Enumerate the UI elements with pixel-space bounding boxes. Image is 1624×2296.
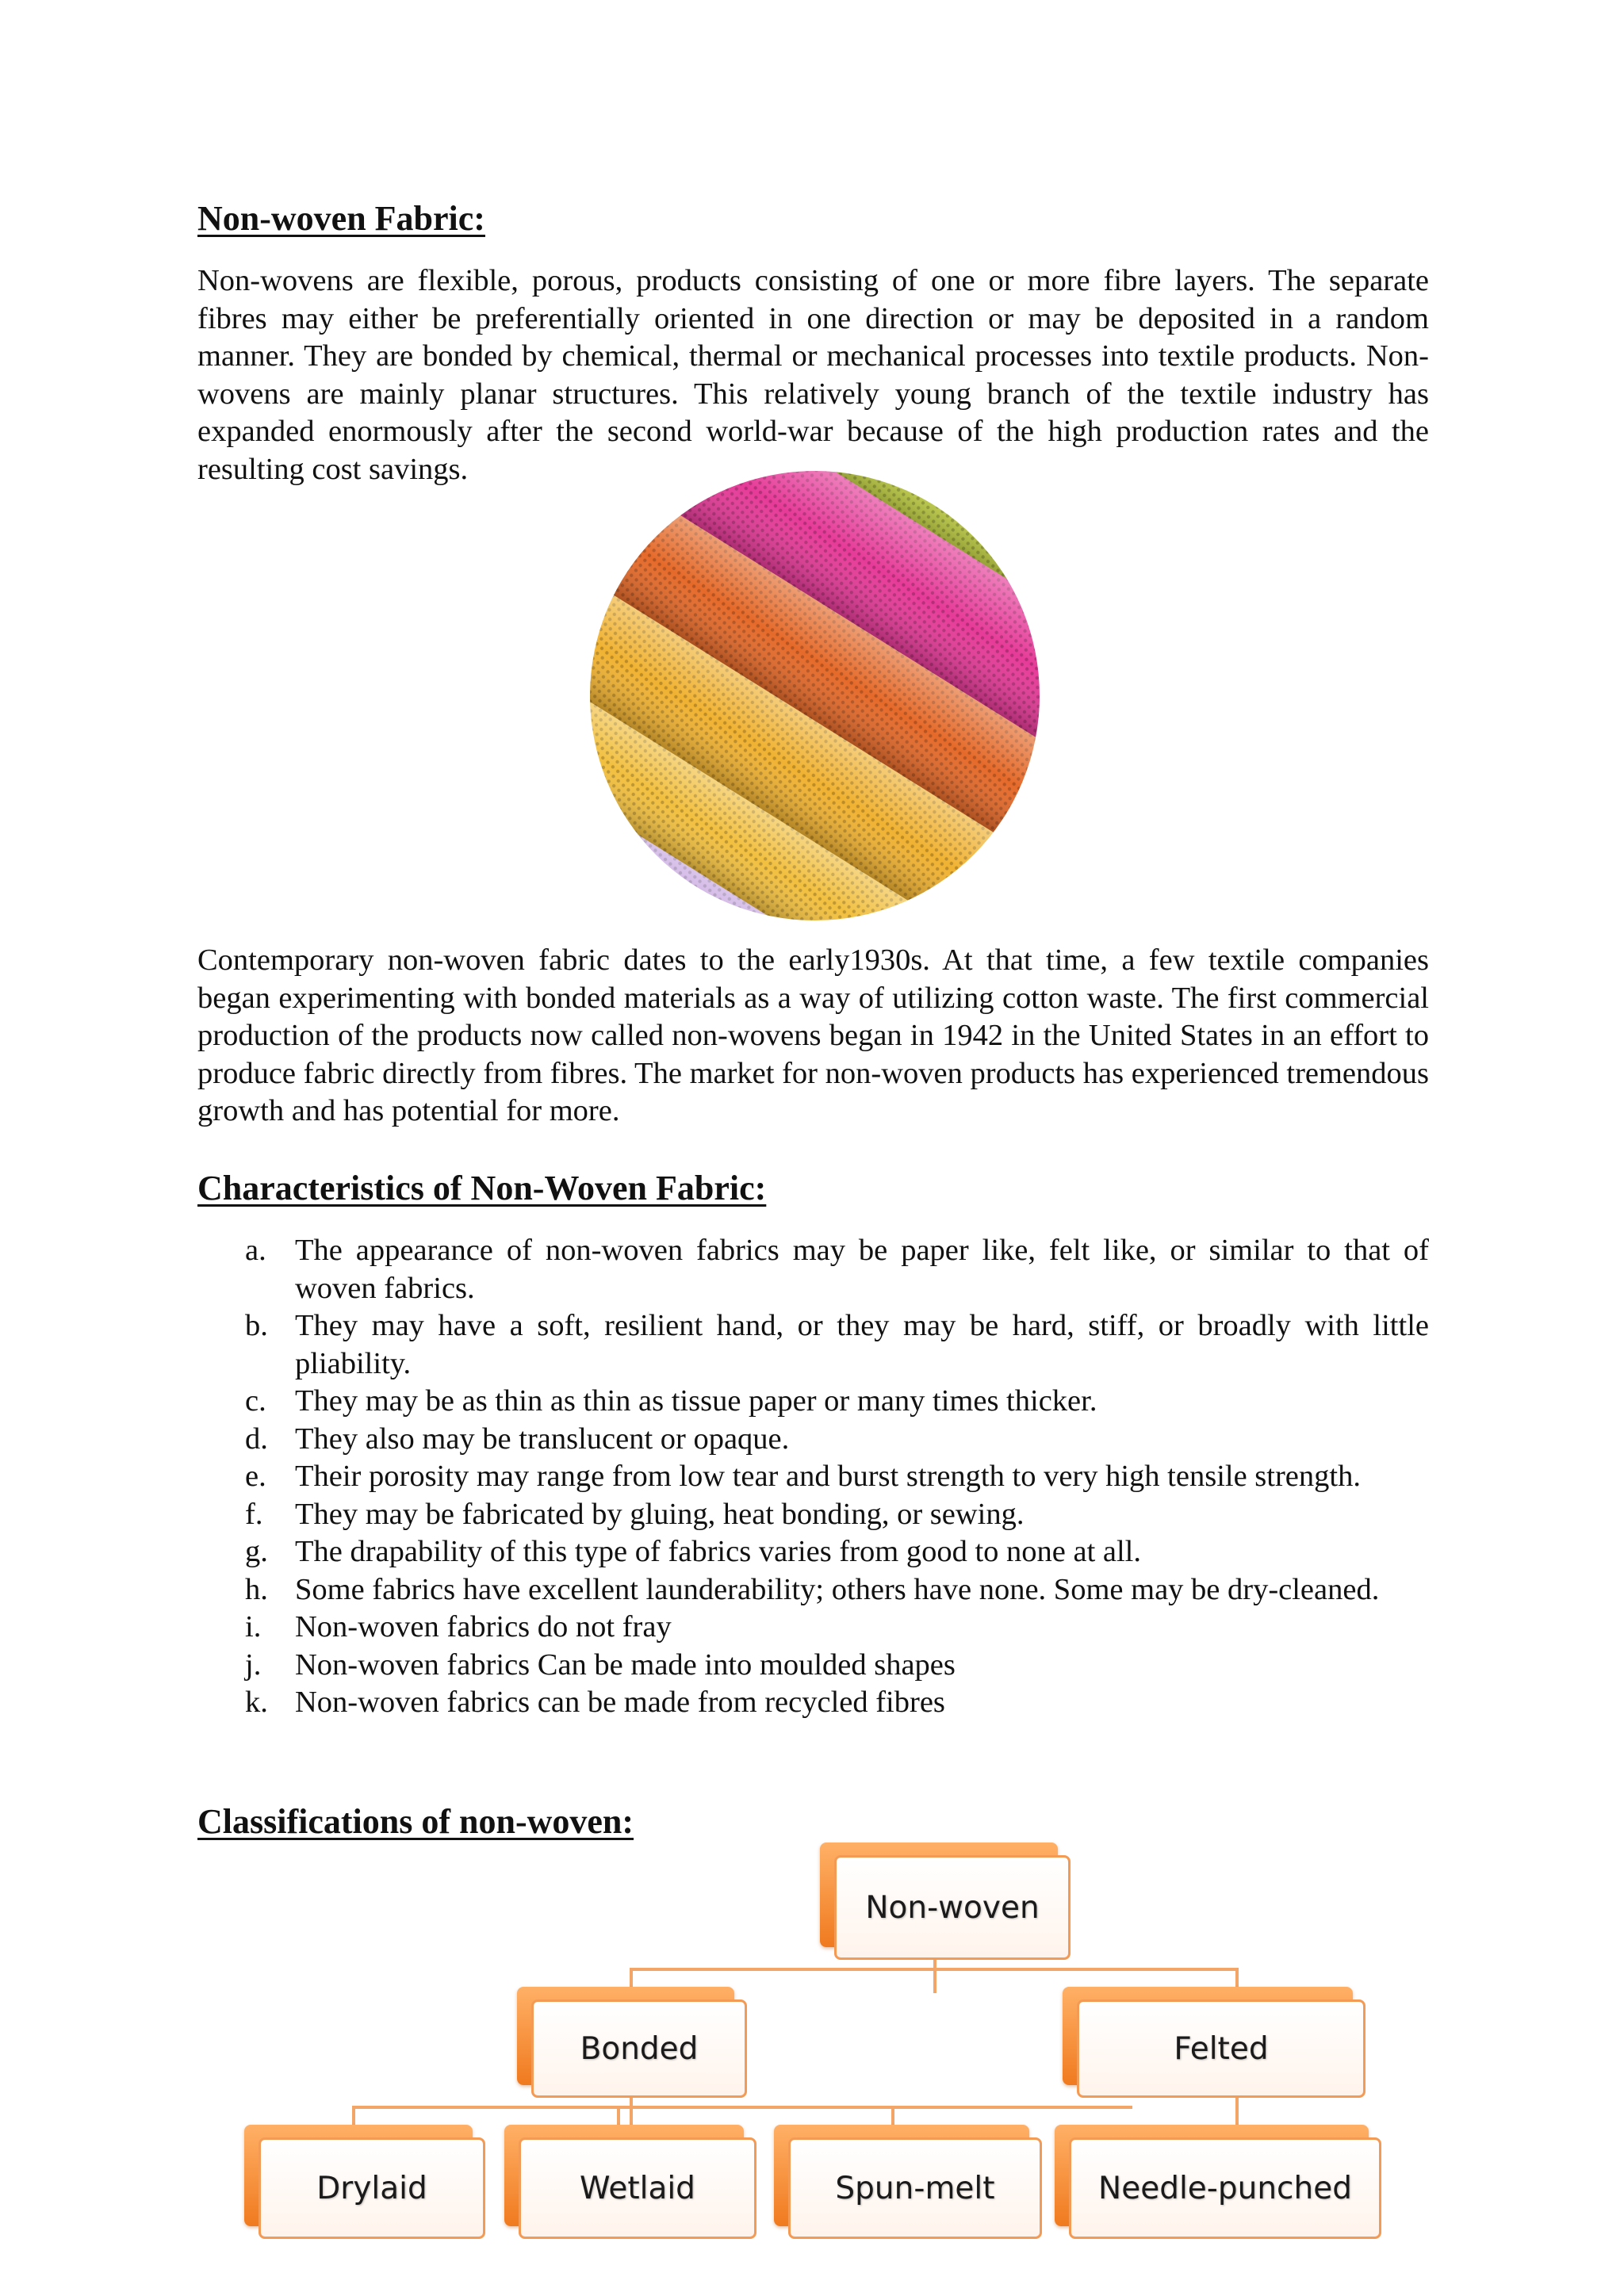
list-marker: g. [245, 1535, 268, 1568]
list-marker: b. [245, 1309, 268, 1342]
node-non-woven: Non-woven [820, 1843, 1071, 1960]
list-item [197, 1533, 1429, 1571]
paragraph-history: Contemporary non-woven fabric dates to the early1930s. At that time, a few textile companies began experimenting with bonded materials as a way of utilizing cotton waste. The first commercial production of the products now called non-wovens began in 1942 in the United States in an effort to produce fabric directly from fibres. The market for non-woven products has experienced tremendous growth and has potential for more. [197, 943, 1429, 1128]
heading-non-woven-fabric: Non-woven Fabric: [197, 199, 485, 238]
list-item-text: The drapability of this type of fabrics varies from good to none at all. [295, 1535, 1142, 1568]
list-item-text: The appearance of non-woven fabrics may be paper like, felt like, or similar to that of woven fabrics. [295, 1234, 1429, 1305]
list-item-text: Their porosity may range from low tear and burst strength to very high tensile strength. [295, 1460, 1361, 1493]
list-item [197, 1458, 1429, 1496]
list-item-text: They may have a soft, resilient hand, or they may be hard, stiff, or broadly with little pliability. [295, 1309, 1429, 1380]
list-item [197, 1496, 1429, 1534]
heading-classifications: Classifications of non-woven: [197, 1802, 634, 1841]
list-marker: h. [245, 1572, 268, 1606]
list-item-text: They also may be translucent or opaque. [295, 1422, 790, 1456]
list-item [197, 1232, 1429, 1307]
classification-diagram [238, 1839, 1396, 2252]
list-item [197, 1421, 1429, 1459]
list-item-text: They may be as thin as thin as tissue paper or many times thicker. [295, 1384, 1097, 1418]
characteristics-list [197, 1232, 1429, 1722]
list-item [197, 1684, 1429, 1722]
node-felted: Felted [1063, 1987, 1365, 2098]
heading-characteristics: Characteristics of Non-Woven Fabric: [197, 1169, 767, 1207]
list-item-text: Non-woven fabrics Can be made into moulded shapes [295, 1647, 956, 1682]
node-spun-melt: Spun-melt [774, 2125, 1042, 2239]
fabric-rolls-illustration [590, 471, 1040, 920]
list-item [197, 1609, 1429, 1647]
list-marker: k. [245, 1686, 268, 1719]
list-marker: f. [245, 1497, 263, 1531]
list-marker: j. [245, 1647, 262, 1682]
list-marker: e. [245, 1460, 266, 1493]
connector-level2-bar [630, 1968, 1239, 1971]
list-item [197, 1383, 1429, 1421]
node-wetlaid: Wetlaid [504, 2125, 756, 2239]
list-item-text: Non-woven fabrics do not fray [295, 1610, 672, 1644]
list-item [197, 1571, 1429, 1609]
node-drylaid: Drylaid [244, 2125, 485, 2239]
list-item-text: Non-woven fabrics can be made from recycled fibres [295, 1686, 945, 1719]
list-marker: i. [245, 1610, 262, 1644]
connector-root-down [933, 1958, 936, 1993]
list-marker: d. [245, 1422, 268, 1456]
paragraph-definition: Non-wovens are flexible, porous, products consisting of one or more fibre layers. The separate fibres may either be preferentially oriented in one direction or may be deposited in a random manner. They are bonded by chemical, thermal or mechanical processes into textile products. Non-wovens are mainly planar structures. This relatively young branch of the textile industry has expanded enormously after the second world-war because of the high production rates and the resulting cost savings. [197, 264, 1429, 486]
list-marker: a. [245, 1234, 266, 1267]
connector-level3-bar [352, 2106, 1132, 2109]
list-item [197, 1307, 1429, 1383]
list-item-text: They may be fabricated by gluing, heat bonding, or sewing. [295, 1497, 1025, 1531]
list-item [197, 1647, 1429, 1685]
list-item-text: Some fabrics have excellent launderability; others have none. Some may be dry-cleaned. [295, 1572, 1380, 1606]
node-needle-punched: Needle-punched [1055, 2125, 1381, 2239]
node-bonded: Bonded [517, 1987, 747, 2098]
list-marker: c. [245, 1384, 266, 1418]
fabric-image [590, 471, 1040, 920]
